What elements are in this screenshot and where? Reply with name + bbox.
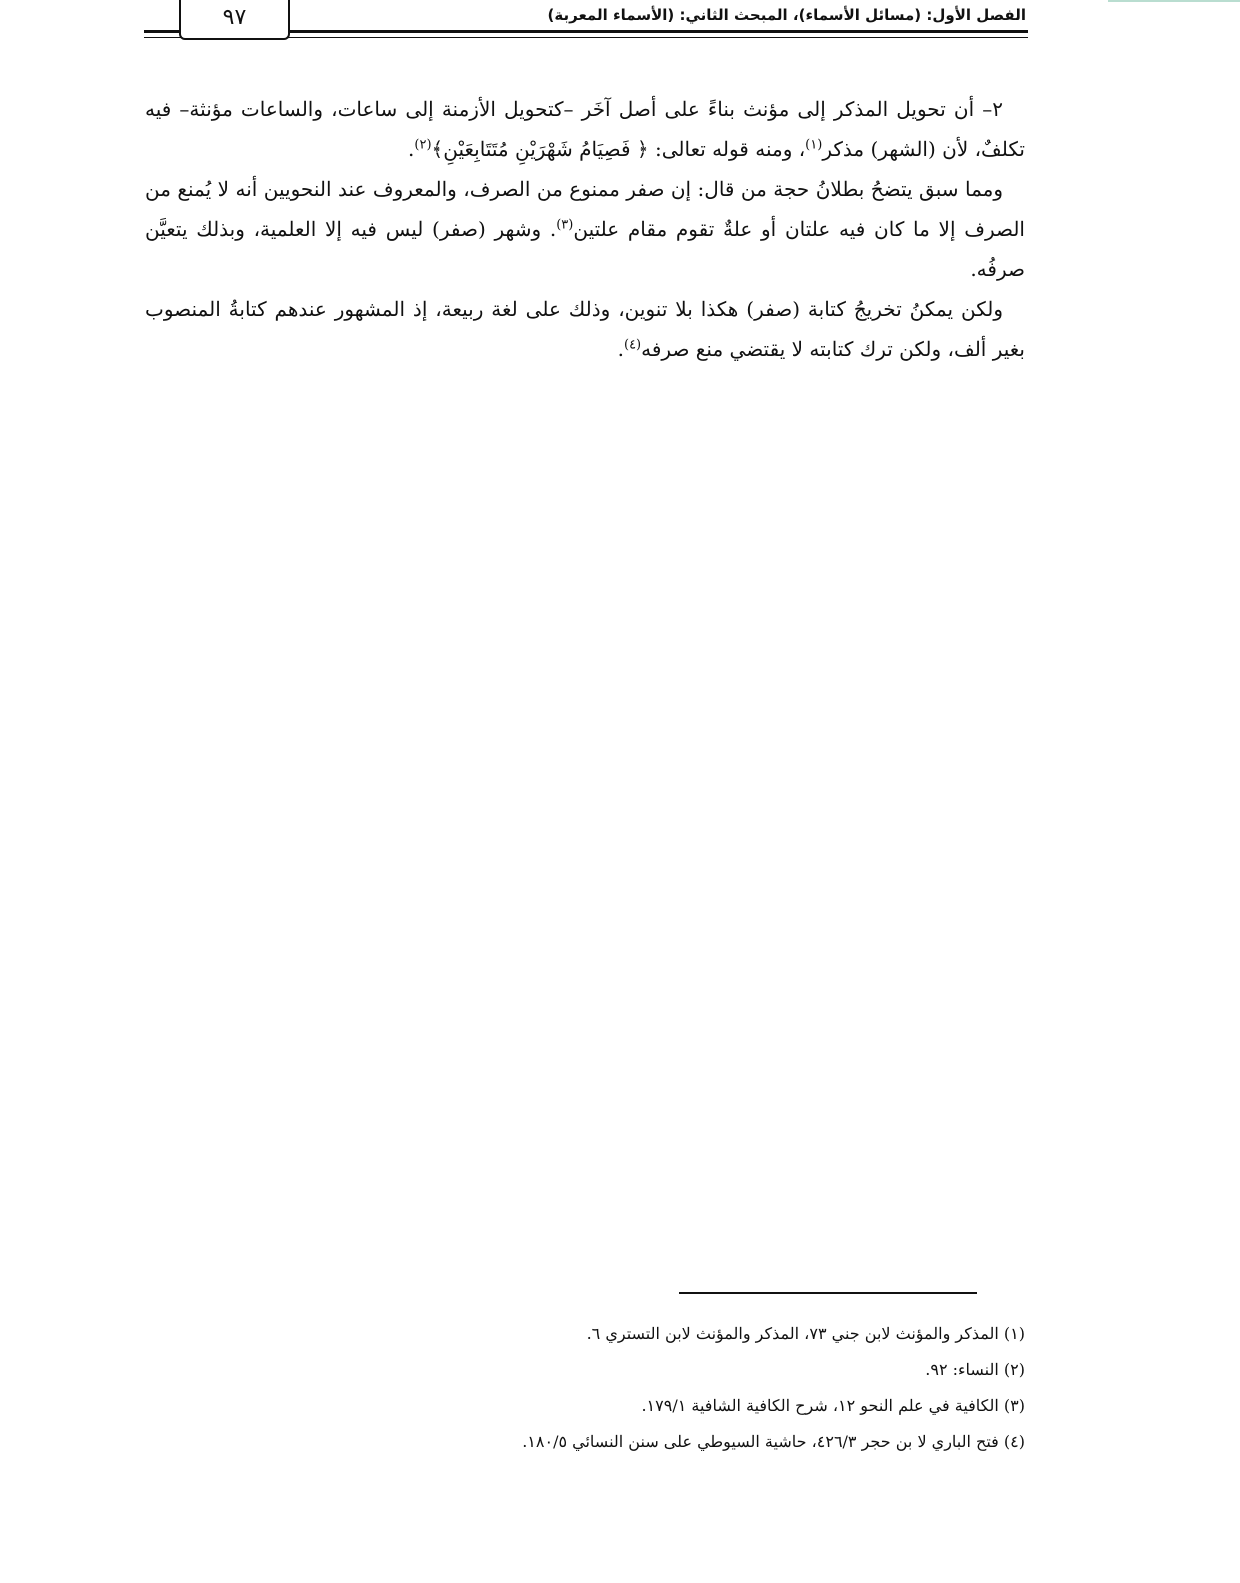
paragraph-1 [145,89,1025,169]
footnote-ref-1: (١) [805,137,823,153]
page-number: ٩٧ [179,0,290,40]
footnote-ref-4: (٤) [623,337,642,353]
paragraph-2-text-a: ومما سبق يتضحُ بطلانُ حجة من قال: إن صفر ممنوع من الصرف، والمعروف عند النحويين أنه لا يُمنع من الصرف إلا ما كان فيه علتان أو علةٌ تقوم مقام علتين [145,177,1025,241]
paragraph-3 [145,289,1025,369]
paragraph-1-text-b: ، ومنه قوله تعالى: ﴿ فَصِيَامُ شَهْرَيْنِ مُتَتَابِعَيْنِ﴾ [431,137,806,161]
footnote-3: (٣) الكافية في علم النحو ١٢، شرح الكافية الشافية ١٧٩/١. [641,1396,1025,1415]
footnote-ref-2: (٢) [414,137,432,153]
footnote-ref-3: (٣) [556,217,574,233]
body-text [145,89,1025,369]
footnote-4: (٤) فتح الباري لا بن حجر ٤٢٦/٣، حاشية السيوطي على سنن النسائي ١٨٠/٥. [522,1432,1025,1451]
paragraph-2-text-b: . وشهر (صفر) ليس فيه إلا العلمية، وبذلك يتعيَّن صرفُه. [145,217,1025,281]
running-header-title: الفصل الأول: (مسائل الأسماء)، المبحث الثاني: (الأسماء المعربة) [547,6,1026,24]
paragraph-1-text-c: . [408,137,415,161]
footnotes [145,1316,1025,1460]
paragraph-1-text-a: ٢– أن تحويل المذكر إلى مؤنث بناءً على أصل آخَر –كتحويل الأزمنة إلى ساعات، والساعات مؤنثة– فيه تكلفٌ، لأن (الشهر) مذكر [145,97,1025,161]
footnote-1: (١) المذكر والمؤنث لابن جني ٧٣، المذكر والمؤنث لابن التستري ٦. [586,1324,1025,1343]
paragraph-3-text-a: ولكن يمكنُ تخريجُ كتابة (صفر) هكذا بلا تنوين، وذلك على لغة ربيعة، إذ المشهور عندهم كتابةُ المنصوب بغير ألف، ولكن ترك كتابته لا يقتضي منع صرفه [145,297,1025,361]
footnote-separator [679,1292,977,1294]
paragraph-3-text-b: . [617,337,624,361]
footnote-2: (٢) النساء: ٩٢. [925,1360,1025,1379]
paragraph-2 [145,169,1025,289]
corner-mark [1108,0,1240,7]
